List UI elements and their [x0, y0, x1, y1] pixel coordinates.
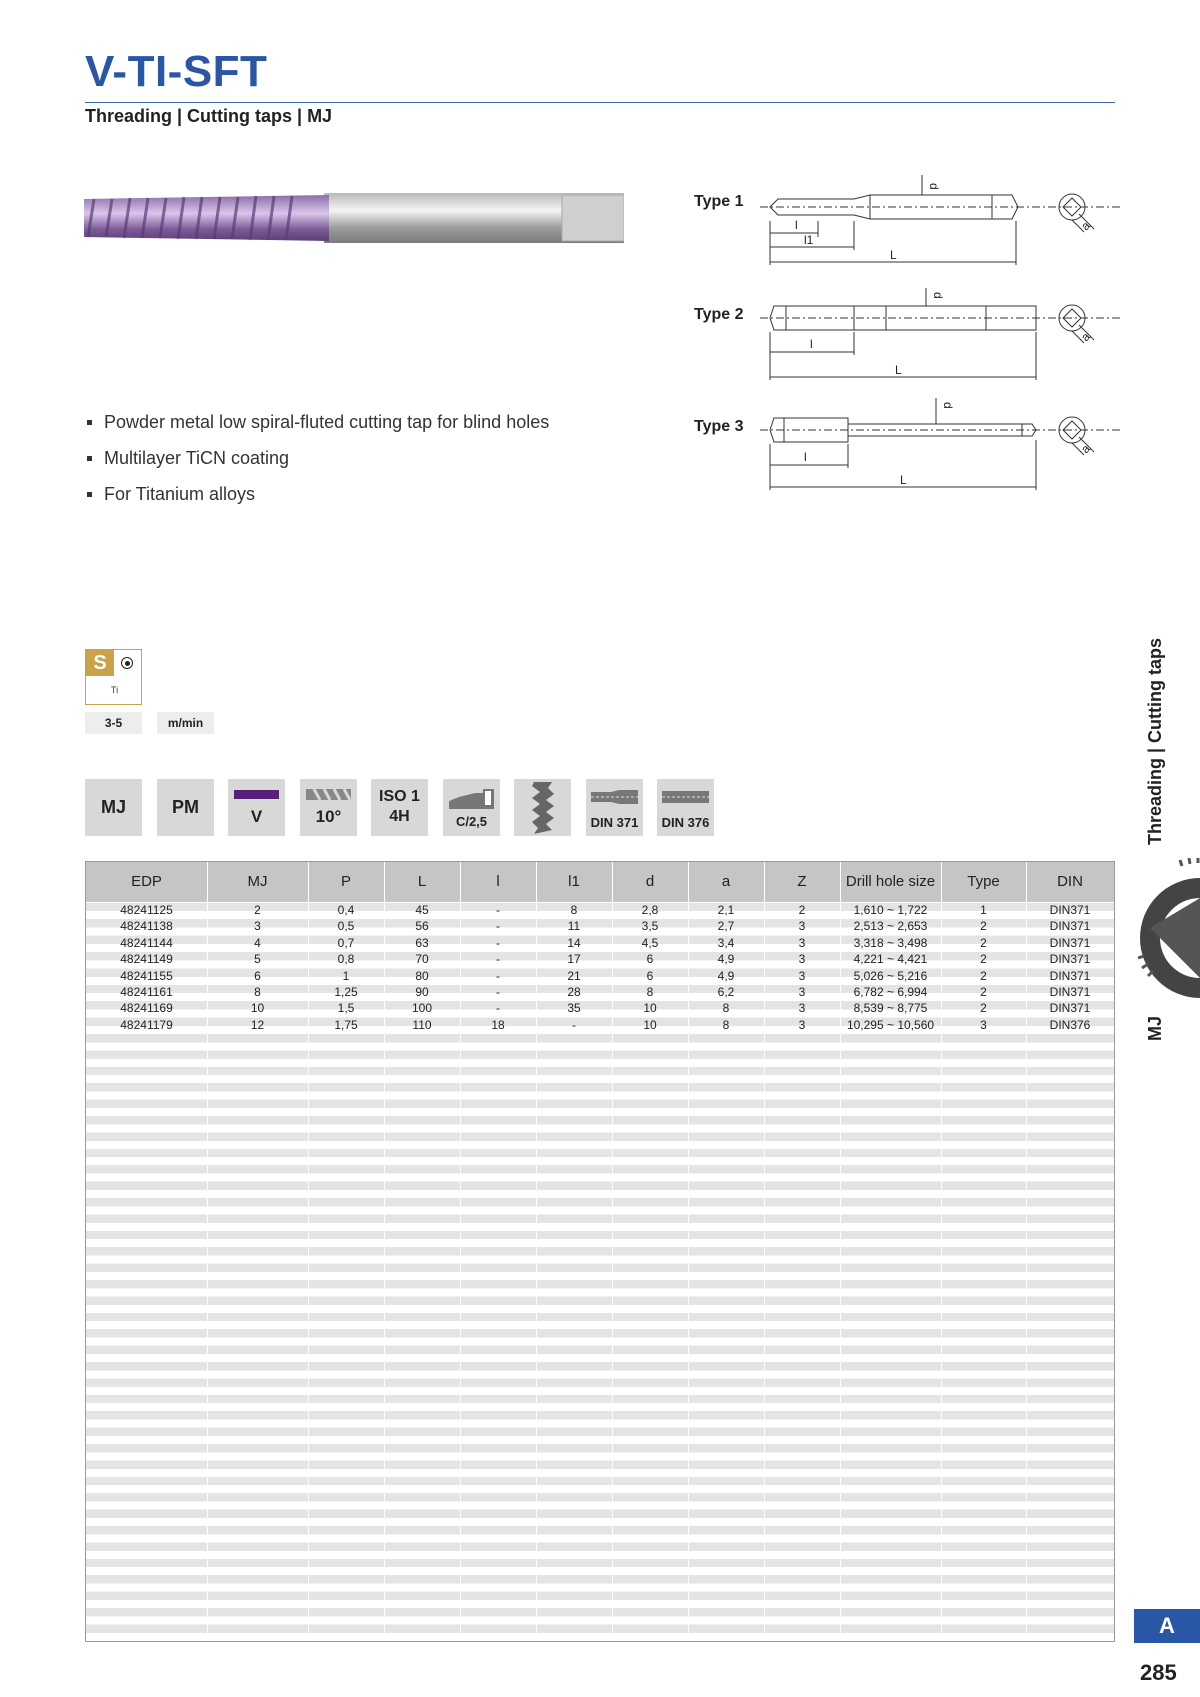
table-cell: 6 — [254, 968, 261, 983]
table-row — [86, 902, 1114, 918]
table-cell: 2 — [798, 903, 806, 917]
table-header — [86, 862, 1114, 902]
table-cell: 70 — [415, 952, 429, 967]
table-cell: 1 — [342, 968, 350, 983]
column-divider — [1026, 862, 1027, 1641]
coating-label: V — [250, 807, 263, 826]
table-cell: 3,4 — [717, 935, 735, 950]
din371-icon — [586, 779, 643, 836]
table-cell: 1,610 ~ 1,722 — [853, 903, 928, 917]
table-cell: 80 — [415, 968, 429, 983]
table-cell: DIN371 — [1049, 903, 1091, 917]
table-cell: 45 — [415, 903, 429, 917]
table-cell: 11 — [567, 919, 581, 934]
column-divider — [207, 862, 208, 1641]
thread-form-icon — [514, 779, 571, 836]
table-cell: 2 — [980, 935, 987, 950]
table-cell: 14 — [567, 935, 581, 950]
table-cell: 35 — [567, 1001, 581, 1016]
table-row — [86, 951, 1114, 967]
table-cell: 3 — [980, 1017, 987, 1032]
table-cell: 2 — [980, 1001, 987, 1016]
table-cell: 6 — [646, 968, 654, 983]
table-header-cell: l — [496, 873, 500, 890]
din371-shank-icon — [591, 789, 638, 805]
table-cell: 21 — [567, 968, 581, 983]
side-section-title: Threading | Cutting taps — [1145, 637, 1165, 845]
table-header-cell: Type — [967, 873, 1000, 890]
feature-item: Powder metal low spiral-fluted cutting tap for blind holes — [85, 410, 549, 446]
table-cell: 48241169 — [120, 1001, 173, 1016]
type3-diagram — [760, 390, 1120, 500]
section-tab-a[interactable]: A — [1134, 1609, 1200, 1643]
type2-dim-l: l — [810, 337, 813, 351]
chamfer-label: C/2,5 — [455, 814, 488, 829]
table-header-cell: l1 — [568, 873, 580, 890]
table-cell: 48241179 — [120, 1017, 173, 1032]
table-cell: 1,25 — [334, 985, 358, 999]
table-header-cell: P — [340, 873, 351, 890]
table-cell: 8,539 ~ 8,775 — [853, 1001, 928, 1016]
table-header-cell: EDP — [131, 873, 162, 890]
table-row — [86, 984, 1114, 1000]
pm-material-icon — [157, 779, 214, 836]
table-cell: 48241149 — [120, 952, 173, 967]
mj-thread-icon — [85, 779, 142, 836]
type2-dim-d: d — [931, 292, 945, 299]
type1-dim-L: L — [890, 248, 897, 262]
table-cell: - — [496, 903, 500, 917]
table-cell: 18 — [491, 1017, 505, 1032]
thread-profile-icon — [526, 782, 560, 834]
table-row — [86, 918, 1114, 934]
table-cell: 0,4 — [337, 903, 355, 917]
din376-label: DIN 376 — [661, 815, 710, 830]
table-cell: 8 — [646, 985, 654, 999]
type2-label: Type 2 — [694, 306, 744, 323]
table-cell: 4,221 ~ 4,421 — [853, 952, 928, 967]
table-cell: 0,7 — [337, 935, 355, 950]
material-group-box — [85, 649, 142, 705]
table-cell: 5,026 ~ 5,216 — [853, 968, 928, 983]
type3-dim-l: l — [804, 450, 807, 464]
table-cell: 2,1 — [717, 903, 735, 917]
table-header-cell: d — [645, 873, 655, 890]
table-cell: 0,8 — [337, 952, 355, 967]
table-row — [86, 1000, 1114, 1016]
column-divider — [688, 862, 689, 1641]
type1-dim-l1: l1 — [804, 233, 814, 247]
table-header-cell: MJ — [247, 873, 268, 890]
feature-item: For Titanium alloys — [85, 482, 549, 518]
table-cell: 2,8 — [641, 903, 659, 917]
type3-dim-L: L — [900, 473, 907, 487]
table-cell: 3 — [798, 919, 806, 934]
table-cell: DIN376 — [1049, 1017, 1091, 1032]
table-cell: 1,75 — [334, 1017, 358, 1032]
type2-dim-L: L — [895, 363, 902, 377]
table-cell: 2 — [980, 952, 987, 967]
type3-dim-d: d — [941, 402, 955, 409]
table-cell: - — [496, 968, 500, 983]
table-cell: 2,7 — [717, 919, 735, 934]
feature-list — [85, 410, 549, 518]
table-cell: 4,9 — [717, 968, 735, 983]
table-cell: 3 — [798, 952, 806, 967]
table-cell: 3 — [798, 935, 806, 950]
tap-product-image — [84, 185, 624, 250]
coating-color-bar — [234, 790, 279, 799]
cutting-speed-value: 3-5 — [85, 712, 142, 734]
page-subtitle: Threading | Cutting taps | MJ — [85, 106, 333, 126]
column-divider — [764, 862, 765, 1641]
table-cell: 5 — [254, 952, 261, 967]
table-header-cell: a — [721, 873, 731, 890]
type1-dim-l: l — [795, 218, 798, 232]
type2-dim-a: a — [1078, 329, 1093, 345]
table-cell: 10 — [250, 1001, 265, 1016]
material-name: Ti — [110, 685, 119, 695]
table-header-cell: Drill hole size — [845, 873, 936, 890]
table-cell: 4,5 — [641, 935, 659, 950]
type3-dim-a: a — [1078, 441, 1093, 457]
table-cell: - — [496, 952, 500, 967]
table-cell: 10,295 ~ 10,560 — [846, 1017, 935, 1032]
table-cell: 8 — [722, 1017, 730, 1032]
table-cell: 3,5 — [641, 919, 659, 934]
type3-label: Type 3 — [694, 418, 744, 435]
mj-label: MJ — [100, 797, 126, 817]
table-cell: - — [496, 919, 500, 934]
table-cell: 3 — [798, 1001, 806, 1016]
table-cell: 8 — [570, 903, 578, 917]
table-row — [86, 968, 1114, 984]
helix-angle-icon — [300, 779, 357, 836]
table-cell: 90 — [415, 985, 429, 999]
table-row — [86, 935, 1114, 951]
table-cell: 1,5 — [337, 1001, 355, 1016]
din376-icon — [657, 779, 714, 836]
table-cell: 4 — [254, 935, 261, 950]
feature-item: Multilayer TiCN coating — [85, 446, 549, 482]
table-cell: 48241144 — [120, 935, 173, 950]
din376-shank-icon — [662, 789, 709, 805]
table-row — [86, 1017, 1114, 1033]
table-cell: 100 — [411, 1001, 433, 1016]
table-cell: 3 — [798, 985, 806, 999]
table-header-cell: L — [417, 873, 427, 890]
table-cell: 3 — [798, 1017, 806, 1032]
table-cell: 56 — [415, 919, 429, 934]
table-header-cell: Z — [797, 873, 807, 890]
table-cell: 2,513 ~ 2,653 — [853, 919, 928, 934]
tap-cross-section-graphic — [1130, 858, 1200, 1008]
helix-angle-label: 10° — [315, 807, 342, 826]
table-cell: - — [496, 935, 500, 950]
pm-label: PM — [172, 797, 199, 817]
table-cell: DIN371 — [1049, 968, 1091, 983]
type2-diagram — [760, 280, 1120, 390]
table-cell: DIN371 — [1049, 952, 1091, 967]
cutting-speed-unit: m/min — [157, 712, 214, 734]
table-cell: 2 — [980, 968, 987, 983]
table-cell: 6,2 — [717, 985, 735, 999]
title-rule — [85, 102, 1115, 103]
table-cell: 17 — [567, 952, 581, 967]
table-cell: 3 — [254, 919, 261, 934]
table-cell: 48241125 — [120, 903, 173, 917]
column-divider — [941, 862, 942, 1641]
type1-diagram — [760, 165, 1120, 280]
helix-stripes-icon — [306, 787, 351, 801]
table-cell: 8 — [254, 985, 261, 999]
chamfer-profile-icon — [449, 787, 494, 809]
chamfer-icon — [443, 779, 500, 836]
table-cell: 3,318 ~ 3,498 — [853, 935, 928, 950]
table-cell: 10 — [643, 1017, 657, 1032]
table-cell: DIN371 — [1049, 1001, 1091, 1016]
table-cell: 48241138 — [120, 919, 173, 934]
table-cell: 4,9 — [717, 952, 735, 967]
table-cell: DIN371 — [1049, 935, 1091, 950]
table-cell: 2 — [254, 903, 261, 917]
table-cell: - — [572, 1017, 576, 1032]
table-cell: 63 — [415, 935, 429, 950]
side-subsection-title: MJ — [1145, 1015, 1165, 1041]
tolerance-field-label: 4H — [389, 808, 410, 825]
table-cell: 8 — [722, 1001, 730, 1016]
page-title: V-TI-SFT — [85, 47, 268, 96]
table-cell: 6,782 ~ 6,994 — [853, 985, 928, 999]
product-table — [85, 861, 1115, 1642]
table-header-cell: DIN — [1057, 873, 1083, 890]
type1-label: Type 1 — [694, 193, 744, 210]
table-cell: 110 — [412, 1017, 432, 1032]
table-cell: 6 — [646, 952, 654, 967]
table-cell: - — [496, 985, 500, 999]
table-cell: 28 — [567, 985, 581, 999]
table-cell: 10 — [643, 1001, 657, 1016]
column-divider — [460, 862, 461, 1641]
type1-dim-d: d — [927, 183, 941, 190]
column-divider — [612, 862, 613, 1641]
column-divider — [840, 862, 841, 1641]
din371-label: DIN 371 — [590, 815, 639, 830]
table-cell: 3 — [798, 968, 806, 983]
recommended-dot-icon — [121, 657, 133, 669]
table-cell: 2 — [980, 919, 987, 934]
material-group-letter: S — [86, 650, 114, 676]
type1-dim-a: a — [1078, 218, 1093, 234]
page-number: 285 — [1140, 1660, 1177, 1685]
table-cell: 2 — [980, 985, 987, 999]
tolerance-class-label: ISO 1 — [379, 788, 420, 805]
table-cell: DIN371 — [1049, 919, 1091, 934]
table-cell: DIN371 — [1049, 985, 1091, 999]
table-cell: 0,5 — [337, 919, 355, 934]
table-cell: - — [496, 1001, 500, 1016]
table-cell: 1 — [980, 903, 987, 917]
column-divider — [384, 862, 385, 1641]
column-divider — [536, 862, 537, 1641]
column-divider — [308, 862, 309, 1641]
coating-icon — [228, 779, 285, 836]
table-cell: 48241155 — [120, 968, 173, 983]
tolerance-icon — [371, 779, 428, 836]
table-cell: 48241161 — [120, 985, 173, 999]
table-cell: 12 — [250, 1017, 265, 1032]
